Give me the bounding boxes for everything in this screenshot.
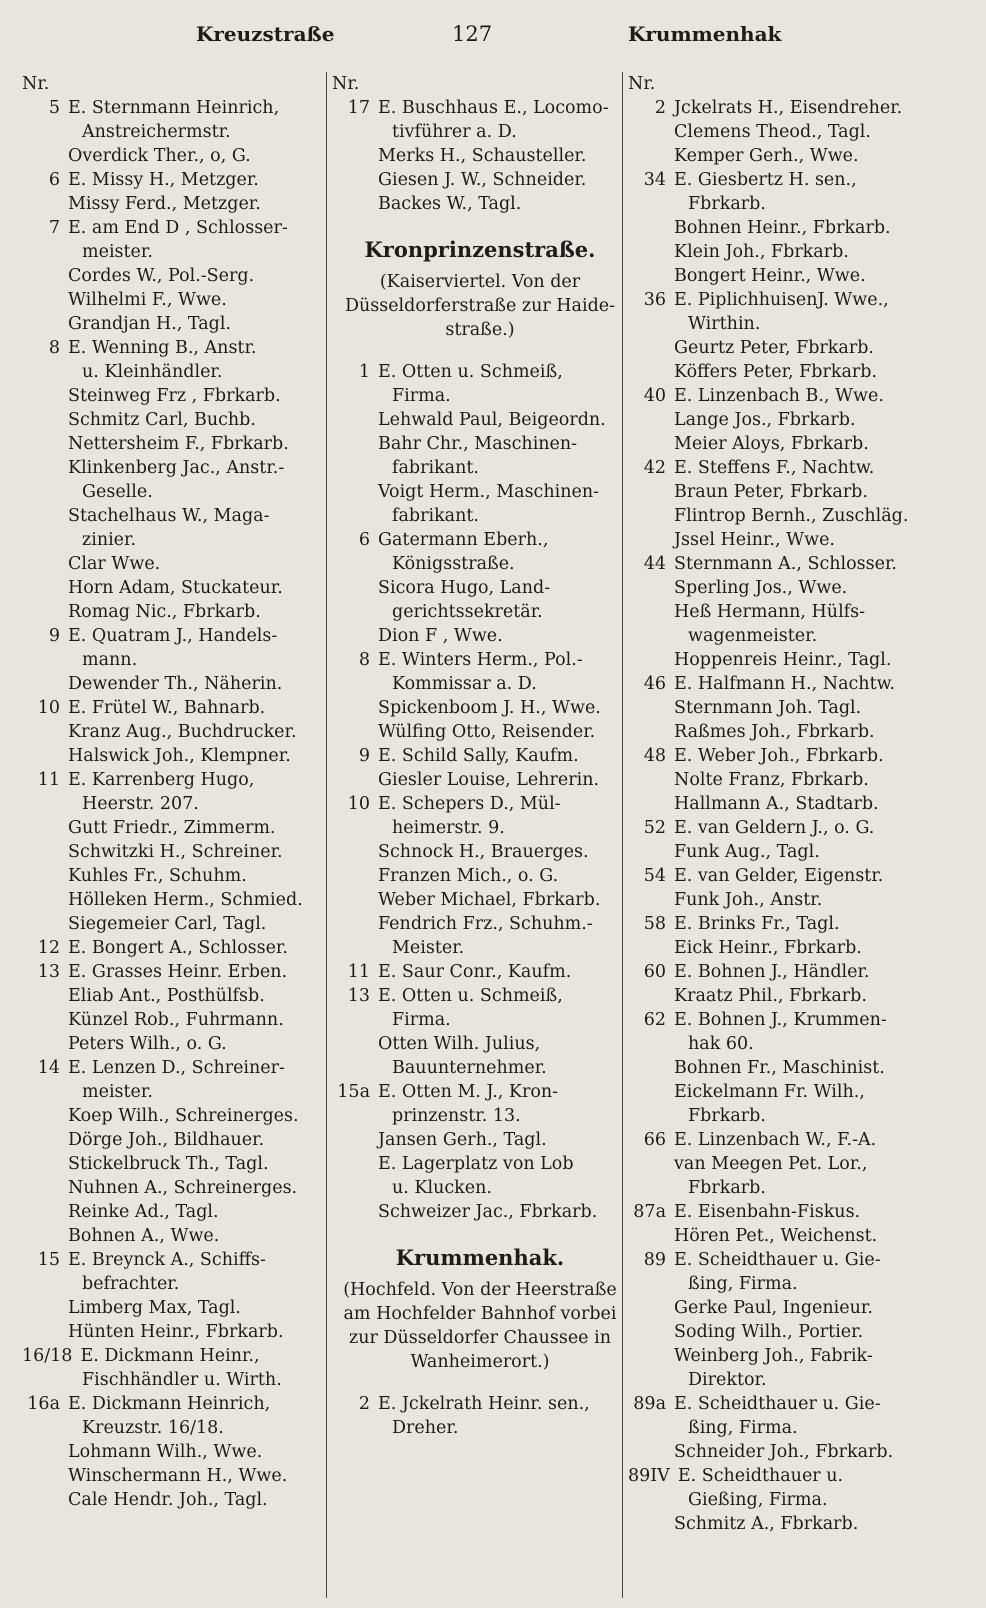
street-description: am Hochfelder Bahnhof vorbei [343,1304,617,1324]
house-entry [22,1392,327,1416]
entry-text: E. Dickmann Heinrich, [68,1394,271,1414]
house-entry [628,552,958,576]
resident-entry: Hallmann A., Stadtarb. [674,794,879,814]
house-entry [628,168,958,192]
house-entry [628,864,958,888]
entry-continuation: Wirthin. [688,314,761,334]
entry-text: E. Eisenbahn-Fiskus. [674,1202,861,1222]
house-entry [22,960,327,984]
resident-entry: Braun Peter, Fbrkarb. [674,482,868,502]
entry-text: E. Sternmann Heinrich, [68,98,280,118]
entry-text: E. Quatram J., Handels- [68,626,278,646]
resident-entry: Hoppenreis Heinr., Tagl. [674,650,892,670]
house-entry [22,1056,327,1080]
resident-entry: Lehwald Paul, Beigeordn. [378,410,606,430]
street-description: Wanheimerort.) [410,1352,550,1372]
house-entry [628,1200,958,1224]
resident-entry: Weber Michael, Fbrkarb. [378,890,601,910]
resident-entry: Giesler Louise, Lehrerin. [378,770,600,790]
resident-entry: Sperling Jos., Wwe. [674,578,848,598]
house-number: 11 [37,770,60,790]
house-entry [628,1008,958,1032]
house-entry [628,912,958,936]
header-left-street: Kreuzstraße [196,22,335,46]
column-2 [332,72,628,1598]
house-number: 13 [37,962,60,982]
house-number: 12 [37,938,60,958]
resident-entry: Bohnen Fr., Maschinist. [674,1058,885,1078]
house-entry [332,360,628,384]
entry-continuation: wagenmeister. [688,626,818,646]
entry-continuation: Anstreichermstr. [82,122,231,142]
resident-entry: Hölleken Herm., Schmied. [68,890,303,910]
resident-entry: Franzen Mich., o. G. [378,866,559,886]
house-number: 6 [48,170,60,190]
house-entry [628,384,958,408]
resident-entry: Schwitzki H., Schreiner. [68,842,283,862]
house-entry [22,768,327,792]
entry-continuation: tivführer a. D. [392,122,517,142]
entry-text: E. Wenning B., Anstr. [68,338,257,358]
entry-continuation: Gießing, Firma. [688,1490,828,1510]
street-heading: Krummenhak. [395,1245,565,1270]
house-number: 9 [358,746,370,766]
entry-continuation: Fbrkarb. [688,194,766,214]
resident-entry: Sternmann Joh. Tagl. [674,698,862,718]
house-number: 48 [643,746,666,766]
entry-continuation: hak 60. [688,1034,754,1054]
house-number: 7 [48,218,60,238]
resident-entry: Lohmann Wilh., Wwe. [68,1442,263,1462]
resident-entry: Grandjan H., Tagl. [68,314,232,334]
entry-continuation: Fbrkarb. [688,1106,766,1126]
entry-text: Gatermann Eberh., [378,530,549,550]
resident-entry: Siegemeier Carl, Tagl. [68,914,267,934]
resident-entry: Kuhles Fr., Schuhm. [68,866,247,886]
entry-text: E. Bohnen J., Händler. [674,962,870,982]
resident-entry: Schnock H., Brauerges. [378,842,589,862]
resident-entry: Meier Aloys, Fbrkarb. [674,434,869,454]
entry-text: E. Linzenbach B., Wwe. [674,386,884,406]
resident-entry: Schmitz A., Fbrkarb. [674,1514,859,1534]
resident-entry: Cale Hendr. Joh., Tagl. [68,1490,268,1510]
entry-continuation: Meister. [392,938,465,958]
house-entry [628,1464,958,1488]
resident-entry: Spickenboom J. H., Wwe. [378,698,601,718]
entry-text: E. Schepers D., Mül- [378,794,561,814]
entry-continuation: Fischhändler u. Wirth. [82,1370,282,1390]
resident-entry: Künzel Rob., Fuhrmann. [68,1010,284,1030]
resident-entry: Geurtz Peter, Fbrkarb. [674,338,874,358]
page-number: 127 [452,22,493,46]
house-entry [332,1392,628,1416]
entry-text: E. Scheidthauer u. Gie- [674,1394,881,1414]
house-entry [22,168,327,192]
resident-entry: Merks H., Schausteller. [378,146,587,166]
resident-entry: Overdick Ther., o, G. [68,146,251,166]
entry-text: E. Missy H., Metzger. [68,170,259,190]
house-entry [628,1248,958,1272]
house-number: 2 [358,1394,370,1414]
entry-continuation: prinzenstr. 13. [392,1106,521,1126]
resident-entry: Romag Nic., Fbrkarb. [68,602,261,622]
entry-text: E. Otten M. J., Kron- [378,1082,559,1102]
house-number: 42 [643,458,666,478]
resident-entry: Hören Pet., Weichenst. [674,1226,878,1246]
column-3 [628,72,958,1598]
entry-continuation: Kreuzstr. 16/18. [82,1418,224,1438]
entry-continuation: Direktor. [688,1370,767,1390]
house-entry [22,936,327,960]
resident-entry: Bongert Heinr., Wwe. [674,266,866,286]
entry-continuation: heimerstr. 9. [392,818,505,838]
house-number: 2 [654,98,666,118]
house-number: 62 [643,1010,666,1030]
house-number: 10 [37,698,60,718]
house-number: 87a [633,1202,666,1222]
resident-entry: Clemens Theod., Tagl. [674,122,871,142]
entry-text: E. Frütel W., Bahnarb. [68,698,266,718]
resident-entry: Flintrop Bernh., Zuschläg. [674,506,909,526]
entry-continuation: fabrikant. [392,458,479,478]
entry-continuation: ßing, Firma. [688,1274,798,1294]
entry-text: E. Scheidthauer u. Gie- [674,1250,881,1270]
entry-text: E. Otten u. Schmeiß, [378,362,563,382]
entry-text: E. PiplichhuisenJ. Wwe., [674,290,889,310]
house-number: 44 [643,554,666,574]
resident-entry: Backes W., Tagl. [378,194,522,214]
entry-text: E. Steffens F., Nachtw. [674,458,875,478]
street-description: Düsseldorferstraße zur Haide- [344,296,616,316]
resident-entry: Dörge Joh., Bildhauer. [68,1130,265,1150]
entry-text: E. Giesbertz H. sen., [674,170,857,190]
resident-entry: Fendrich Frz., Schuhm.- [378,914,593,934]
house-entry [22,96,327,120]
entry-continuation: ßing, Firma. [688,1418,798,1438]
entry-text: E. Otten u. Schmeiß, [378,986,563,1006]
entry-text: E. Grasses Heinr. Erben. [68,962,288,982]
resident-entry: Horn Adam, Stuckateur. [68,578,283,598]
house-entry [628,672,958,696]
number-column-label: Nr. [22,74,50,94]
house-number: 40 [643,386,666,406]
resident-entry: Schneider Joh., Fbrkarb. [674,1442,894,1462]
house-entry [628,744,958,768]
house-number: 46 [643,674,666,694]
resident-entry: Dewender Th., Näherin. [68,674,283,694]
resident-entry: Kemper Gerh., Wwe. [674,146,859,166]
resident-entry: Bahr Chr., Maschinen- [378,434,578,454]
house-number: 89a [633,1394,666,1414]
resident-entry: Klinkenberg Jac., Anstr.- [68,458,285,478]
resident-entry: Köffers Peter, Fbrkarb. [674,362,878,382]
entry-continuation: Firma. [392,1010,451,1030]
resident-entry: Soding Wilh., Portier. [674,1322,864,1342]
number-column-label: Nr. [628,74,656,94]
entry-continuation: meister. [82,242,153,262]
resident-entry: Eliab Ant., Posthülfsb. [68,986,265,1006]
house-number: 16a [27,1394,60,1414]
resident-entry: Dion F , Wwe. [378,626,503,646]
entry-continuation: gerichtssekretär. [392,602,543,622]
resident-entry: Sicora Hugo, Land- [378,578,551,598]
house-entry [628,288,958,312]
house-number: 9 [48,626,60,646]
resident-entry: Reinke Ad., Tagl. [68,1202,219,1222]
resident-entry: Voigt Herm., Maschinen- [378,482,600,502]
entry-continuation: Königsstraße. [392,554,515,574]
resident-entry: Wülfing Otto, Reisender. [378,722,596,742]
resident-entry: Gutt Friedr., Zimmerm. [68,818,276,838]
number-column-label: Nr. [332,74,360,94]
resident-entry: Eick Heinr., Fbrkarb. [674,938,862,958]
entry-continuation: Heerstr. 207. [82,794,199,814]
entry-text: E. Lenzen D., Schreiner- [68,1058,285,1078]
house-number: 89IV [628,1466,670,1486]
resident-entry: Bohnen A., Wwe. [68,1226,220,1246]
entry-text: Jckelrats H., Eisendreher. [674,98,903,118]
house-entry [22,216,327,240]
resident-entry: Jssel Heinr., Wwe. [674,530,835,550]
entry-continuation: meister. [82,1082,153,1102]
entry-text: E. Breynck A., Schiffs- [68,1250,266,1270]
resident-entry: Eickelmann Fr. Wilh., [674,1082,865,1102]
house-number: 66 [643,1130,666,1150]
resident-entry: Nolte Franz, Fbrkarb. [674,770,869,790]
entry-text: E. Saur Conr., Kaufm. [378,962,572,982]
resident-entry: Steinweg Frz , Fbrkarb. [68,386,281,406]
resident-entry: Schweizer Jac., Fbrkarb. [378,1202,598,1222]
entry-continuation: Firma. [392,386,451,406]
house-number: 10 [347,794,370,814]
house-number: 60 [643,962,666,982]
entry-text: E. am End D , Schlosser- [68,218,288,238]
house-entry [628,456,958,480]
house-entry [628,96,958,120]
house-entry [628,1392,958,1416]
resident-entry: Lange Jos., Fbrkarb. [674,410,856,430]
house-number: 58 [643,914,666,934]
entry-text: E. van Gelder, Eigenstr. [674,866,884,886]
resident-entry: Schmitz Carl, Buchb. [68,410,256,430]
entry-text: E. van Geldern J., o. G. [674,818,875,838]
entry-continuation: mann. [82,650,138,670]
resident-entry: Jansen Gerh., Tagl. [378,1130,547,1150]
resident-entry: Halswick Joh., Klempner. [68,746,291,766]
entry-text: E. Winters Herm., Pol.- [378,650,583,670]
house-number: 8 [358,650,370,670]
street-description: straße.) [445,320,515,340]
house-number: 13 [347,986,370,1006]
resident-entry: Gerke Paul, Ingenieur. [674,1298,873,1318]
house-entry [332,648,628,672]
house-number: 1 [358,362,370,382]
house-entry [332,528,628,552]
resident-entry: Klein Joh., Fbrkarb. [674,242,849,262]
entry-continuation: befrachter. [82,1274,180,1294]
spacer [332,1374,628,1392]
resident-entry: Giesen J. W., Schneider. [378,170,587,190]
entry-continuation: u. Kleinhändler. [82,362,223,382]
entry-continuation: Fbrkarb. [688,1178,766,1198]
street-description: (Kaiserviertel. Von der [379,272,581,292]
house-entry [332,1080,628,1104]
resident-entry: Weinberg Joh., Fabrik- [674,1346,873,1366]
house-entry [22,1248,327,1272]
entry-text: E. Scheidthauer u. [677,1466,844,1486]
resident-entry: Limberg Max, Tagl. [68,1298,241,1318]
resident-entry: Heß Hermann, Hülfs- [674,602,866,622]
entry-text: E. Halfmann H., Nachtw. [674,674,896,694]
resident-entry: Nuhnen A., Schreinerges. [68,1178,298,1198]
house-entry [22,624,327,648]
house-entry [332,792,628,816]
house-number: 89 [643,1250,666,1270]
house-entry [22,1344,327,1368]
house-number: 6 [358,530,370,550]
house-number: 16/18 [22,1346,73,1366]
resident-entry: Missy Ferd., Metzger. [68,194,261,214]
street-description: zur Düsseldorfer Chaussee in [349,1328,611,1348]
entry-text: Sternmann A., Schlosser. [674,554,897,574]
entry-text: E. Buschhaus E., Locomo- [378,98,609,118]
house-entry [332,96,628,120]
entry-text: E. Linzenbach W., F.-A. [674,1130,877,1150]
street-heading: Kronprinzenstraße. [364,237,596,262]
entry-continuation: Kommissar a. D. [392,674,537,694]
entry-text: E. Karrenberg Hugo, [68,770,255,790]
entry-continuation: zinier. [82,530,137,550]
entry-continuation: u. Klucken. [392,1178,492,1198]
house-entry [332,960,628,984]
resident-entry: Funk Aug., Tagl. [674,842,820,862]
resident-entry: Otten Wilh. Julius, [378,1034,541,1054]
resident-entry: Nettersheim F., Fbrkarb. [68,434,289,454]
resident-entry: Kranz Aug., Buchdrucker. [68,722,297,742]
house-number: 34 [643,170,666,190]
resident-entry: Koep Wilh., Schreinerges. [68,1106,299,1126]
house-entry [22,336,327,360]
entry-text: E. Brinks Fr., Tagl. [674,914,840,934]
resident-entry: Cordes W., Pol.-Serg. [68,266,255,286]
entry-text: E. Jckelrath Heinr. sen., [378,1394,590,1414]
resident-entry: Clar Wwe. [68,554,161,574]
resident-entry: Stickelbruck Th., Tagl. [68,1154,269,1174]
column-1 [22,72,327,1598]
house-entry [628,816,958,840]
house-entry [332,984,628,1008]
house-number: 15 [37,1250,60,1270]
entry-continuation: Dreher. [392,1418,459,1438]
house-entry [628,960,958,984]
header-right-street: Krummenhak [628,22,782,46]
entry-text: E. Dickmann Heinr., [80,1346,260,1366]
entry-continuation: Geselle. [82,482,153,502]
resident-entry: Hünten Heinr., Fbrkarb. [68,1322,284,1342]
resident-entry: E. Lagerplatz von Lob [378,1154,574,1174]
house-number: 14 [37,1058,60,1078]
house-number: 36 [643,290,666,310]
house-number: 8 [48,338,60,358]
resident-entry: Kraatz Phil., Fbrkarb. [674,986,867,1006]
resident-entry: Stachelhaus W., Maga- [68,506,270,526]
entry-continuation: fabrikant. [392,506,479,526]
entry-continuation: Bauunternehmer. [392,1058,547,1078]
resident-entry: van Meegen Pet. Lor., [674,1154,868,1174]
street-description: (Hochfeld. Von der Heerstraße [343,1280,617,1300]
house-entry [332,744,628,768]
house-entry [628,1128,958,1152]
resident-entry: Peters Wilh., o. G. [68,1034,227,1054]
spacer [332,342,628,360]
house-number: 11 [347,962,370,982]
entry-text: E. Schild Sally, Kaufm. [378,746,579,766]
house-entry [22,696,327,720]
entry-text: E. Bohnen J., Krummen- [674,1010,887,1030]
resident-entry: Winschermann H., Wwe. [68,1466,288,1486]
resident-entry: Funk Joh., Anstr. [674,890,823,910]
entry-text: E. Bongert A., Schlosser. [68,938,288,958]
entry-text: E. Weber Joh., Fbrkarb. [674,746,884,766]
house-number: 54 [643,866,666,886]
page-header [0,22,986,58]
house-number: 5 [48,98,60,118]
house-number: 17 [347,98,370,118]
house-number: 52 [643,818,666,838]
resident-entry: Bohnen Heinr., Fbrkarb. [674,218,891,238]
resident-entry: Raßmes Joh., Fbrkarb. [674,722,875,742]
house-number: 15a [337,1082,370,1102]
resident-entry: Wilhelmi F., Wwe. [68,290,227,310]
